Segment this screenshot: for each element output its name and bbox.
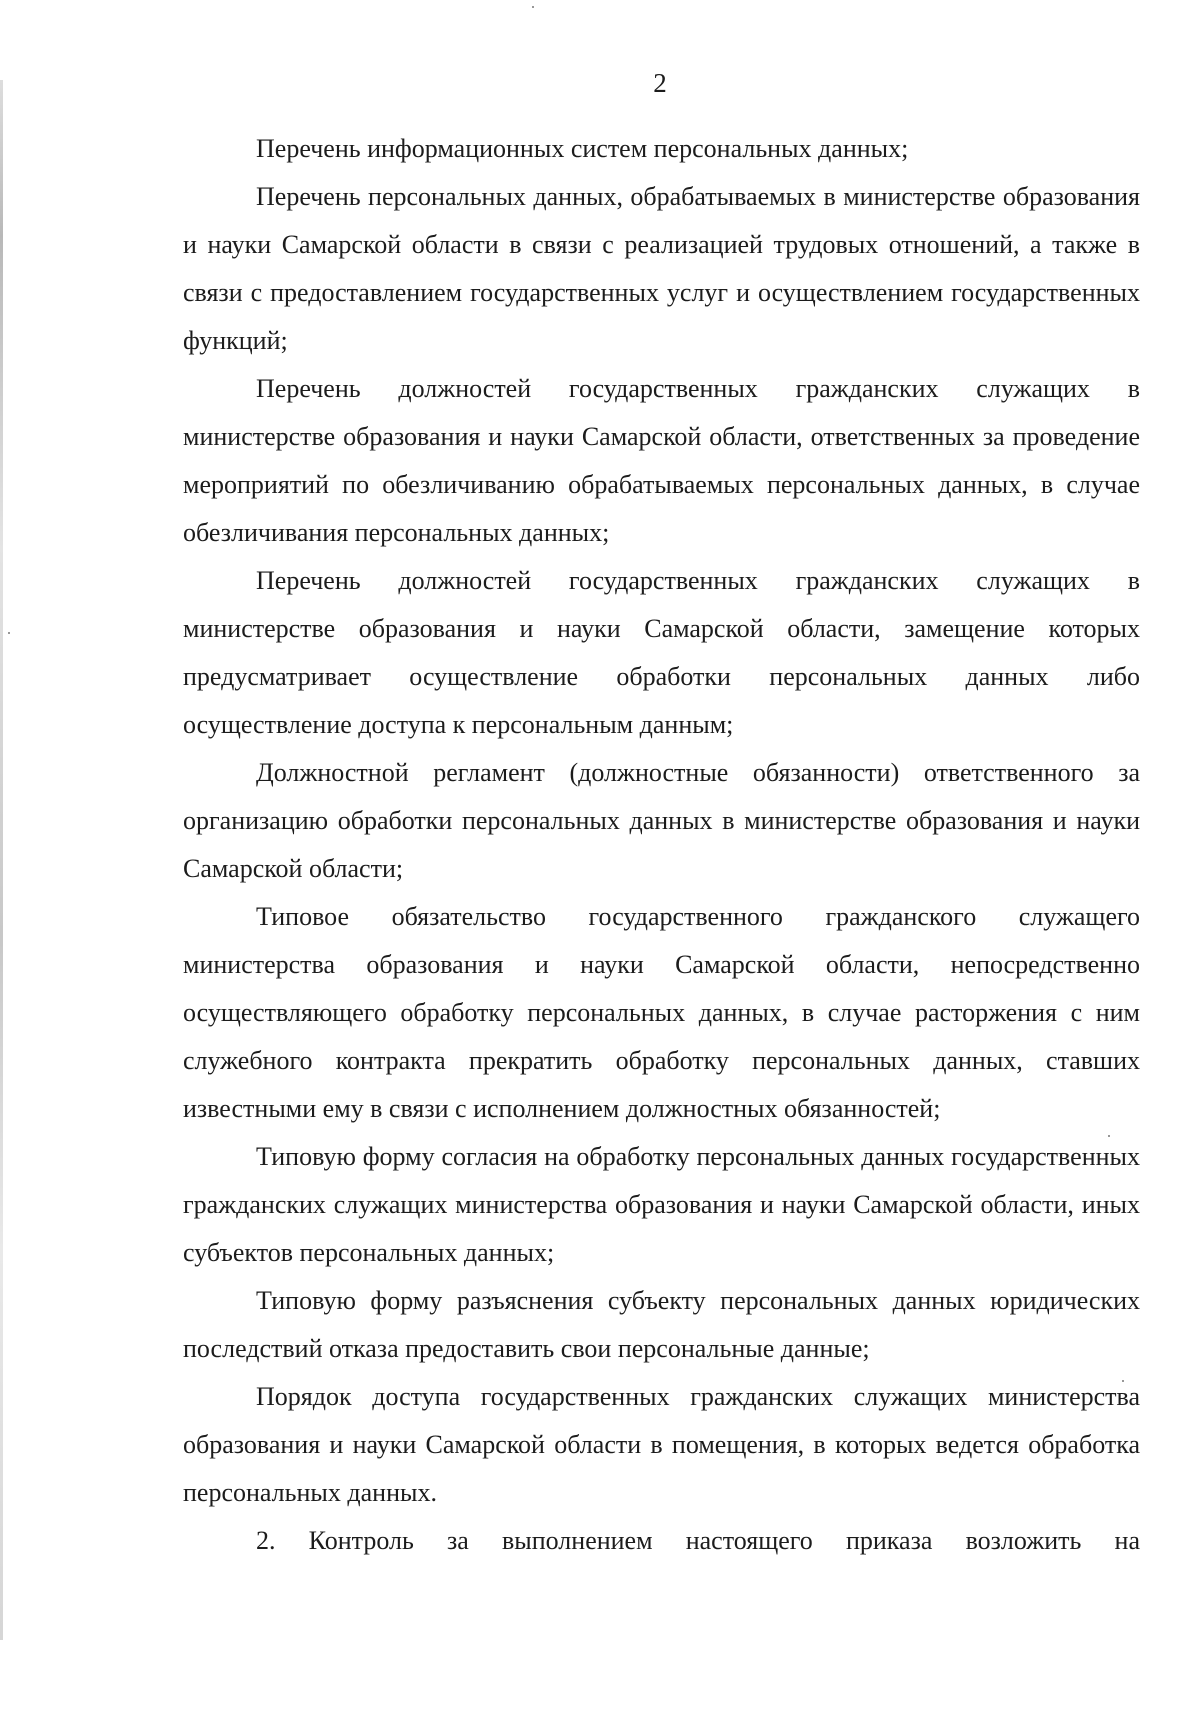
paragraph-standard-obligation: Типовое обязательство государственного гражданского служащего министерства образования и науки Самарской области, непосредственно осуществляющего обработку персональных данных, в случае расторжения с ним служебного контракта прекратить обработку персональных данных, ставших известными ему в связи с исполнением должностных обязанностей; [183,902,1140,1123]
scan-speck [8,632,10,634]
scan-speck [532,6,534,8]
document-body [183,125,1140,1565]
paragraph-explanation-form: Типовую форму разъяснения субъекту персональных данных юридических последствий отказа предоставить свои персональные данные; [183,1286,1140,1363]
paragraph-info-systems-list: Перечень информационных систем персональных данных; [256,134,909,163]
scan-shadow-edge [0,80,3,1640]
page-number: 2 [653,68,667,98]
paragraph-depersonalization-positions: Перечень должностей государственных гражданских служащих в министерстве образования и науки Самарской области, ответственных за проведение мероприятий по обезличиванию обрабатываемых персональных данных, в случае обезличивания персональных данных; [183,374,1140,547]
paragraph-access-procedure: Порядок доступа государственных гражданских служащих министерства образования и науки Самарской области в помещения, в которых ведется обработка персональных данных. [183,1382,1140,1507]
paragraph-processing-positions: Перечень должностей государственных гражданских служащих в министерстве образования и науки Самарской области, замещение которых предусматривает осуществление обработки персональных данных либо осуществление доступа к персональным данным; [183,566,1140,739]
paragraph-consent-form: Типовую форму согласия на обработку персональных данных государственных гражданских служащих министерства образования и науки Самарской области, иных субъектов персональных данных; [183,1142,1140,1267]
paragraph-control-clause: 2. Контроль за выполнением настоящего приказа возложить на [256,1526,1140,1555]
paragraph-job-regulations: Должностной регламент (должностные обязанности) ответственного за организацию обработки персональных данных в министерстве образования и науки Самарской области; [183,758,1140,883]
paragraph-personal-data-list: Перечень персональных данных, обрабатываемых в министерстве образования и науки Самарской области в связи с реализацией трудовых отношений, а также в связи с предоставлением государственных услуг и осуществлением государственных функций; [183,182,1140,355]
